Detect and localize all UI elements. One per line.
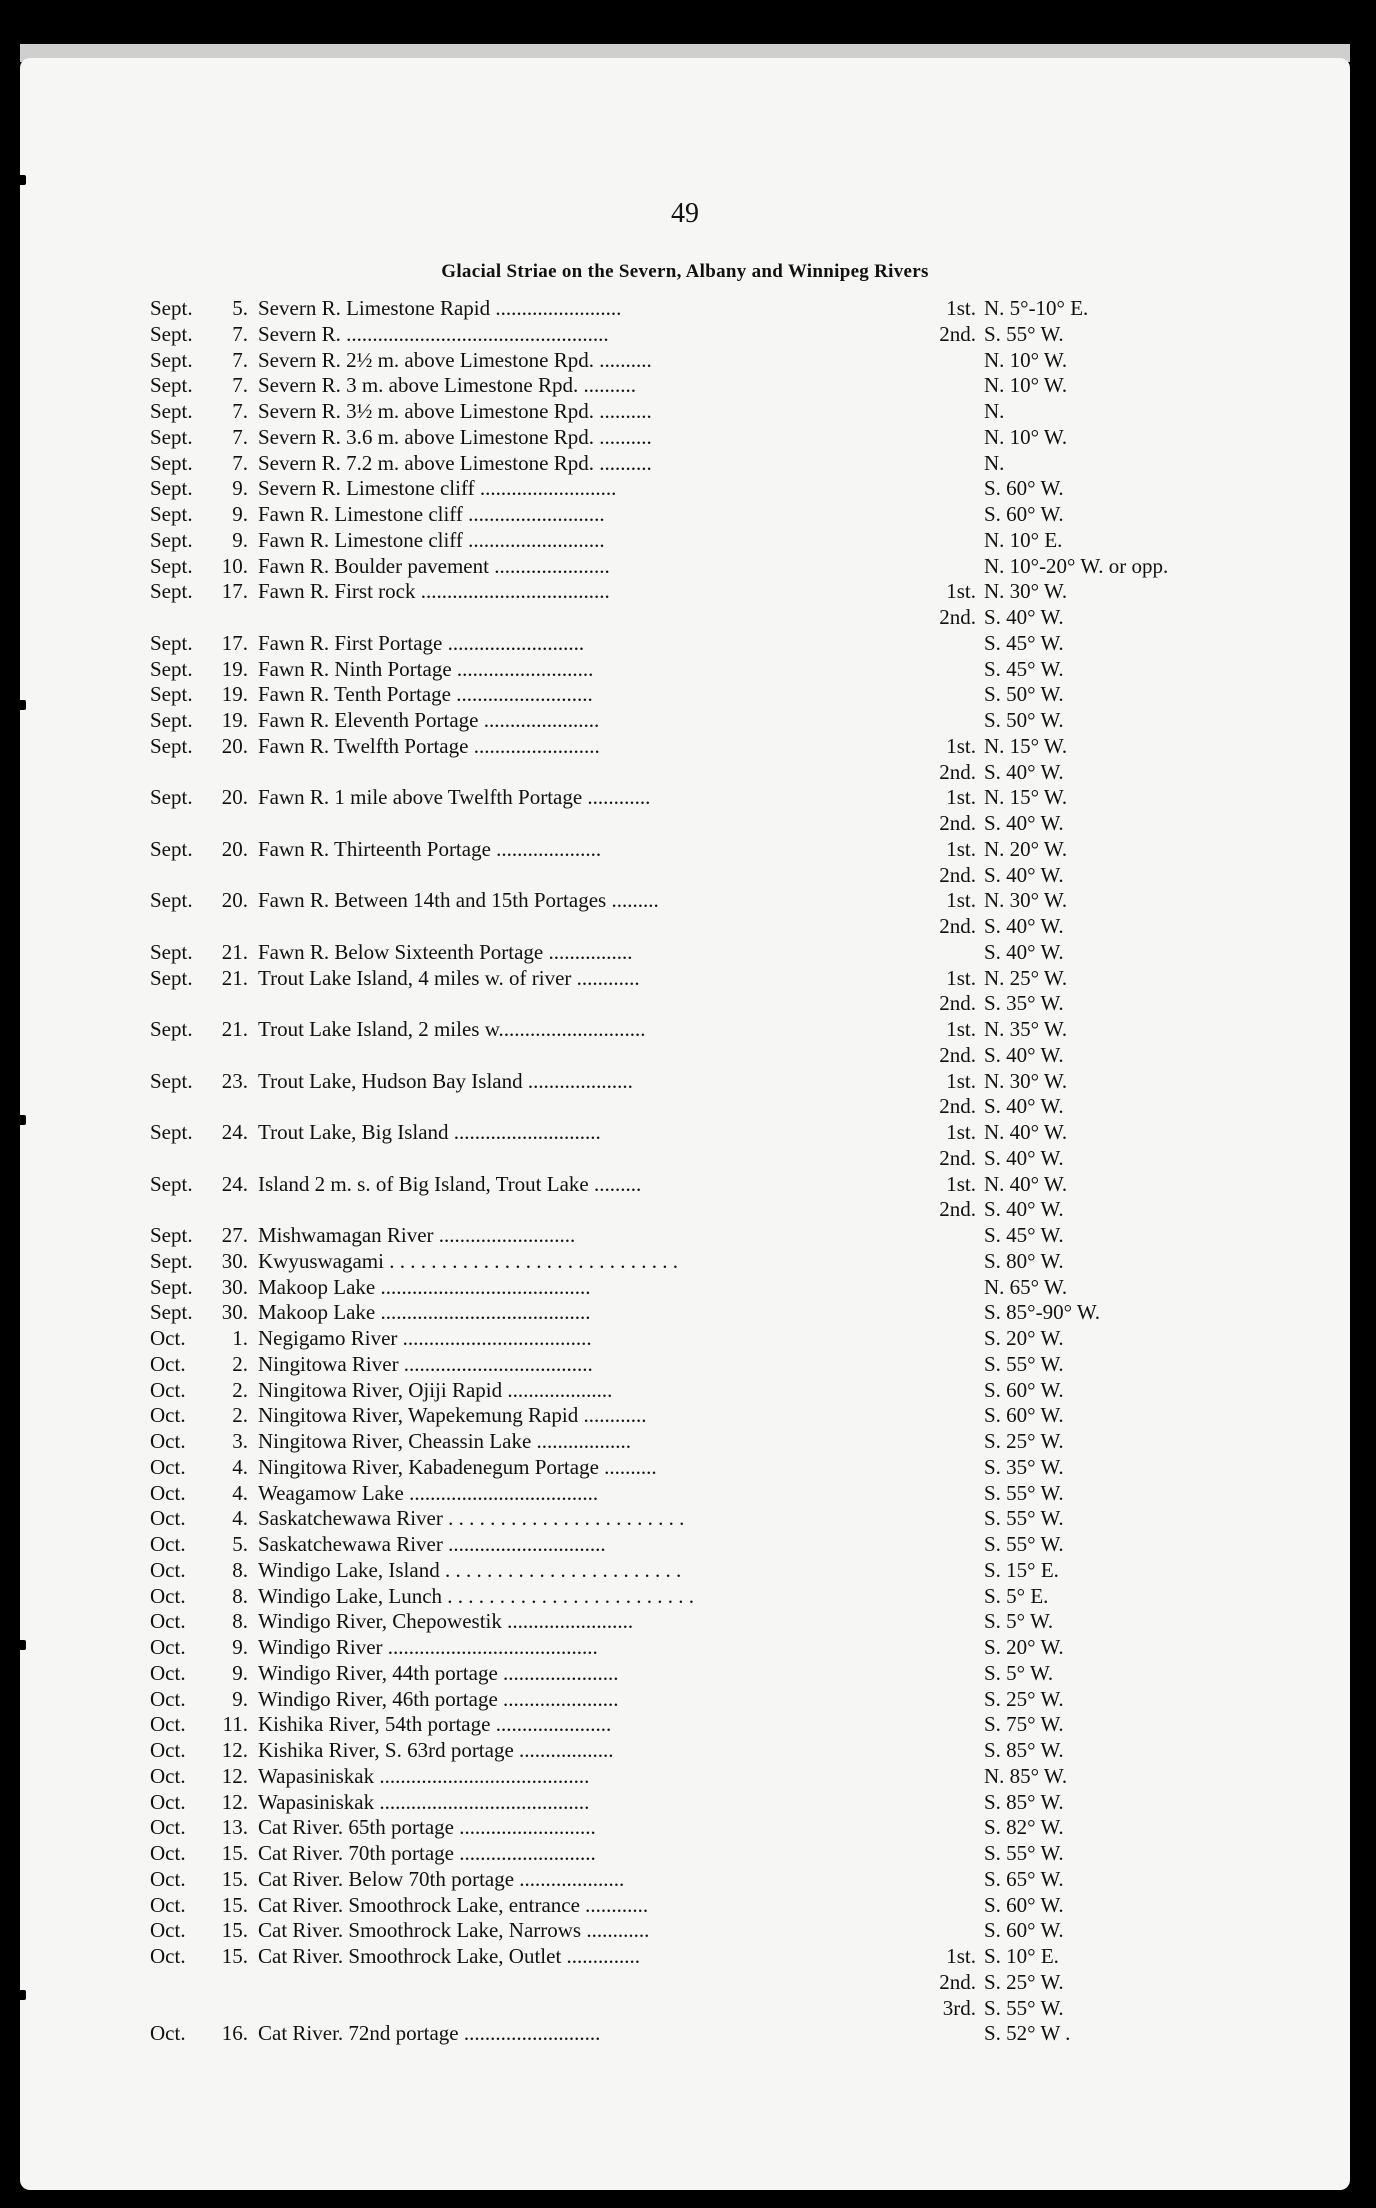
row-location: Severn R. Limestone Rapid ........................ — [258, 296, 622, 320]
row-order: 2nd. — [939, 1197, 976, 1222]
row-order: 2nd. — [939, 605, 976, 629]
row-location: Windigo River, 46th portage ...................... — [258, 1686, 619, 1711]
row-location: Fawn R. First rock .................................... — [258, 579, 610, 604]
row-location: Trout Lake Island, 2 miles w............................ — [258, 1017, 646, 1041]
row-direction: N. 10° W. — [984, 424, 1068, 449]
row-direction: N. 35° W. — [984, 1017, 1068, 1041]
row-direction: S. 45° W. — [984, 1223, 1064, 1247]
row-direction: S. 45° W. — [984, 656, 1064, 681]
row-month: Oct. — [150, 1789, 186, 1814]
row-direction: S. 52° W . — [984, 2021, 1071, 2046]
row-direction: S. 60° W. — [984, 1918, 1064, 1943]
row-location: Windigo Lake, Island . . . . . . . . . . . . . . . . . . . . . . . — [258, 1557, 682, 1582]
row-location: Cat River. Smoothrock Lake, Narrows ............ — [258, 1918, 650, 1943]
row-location: Fawn R. Twelfth Portage ........................ — [258, 733, 600, 758]
row-day: 9. — [232, 1660, 248, 1685]
row-order: 2nd. — [939, 1145, 976, 1170]
row-order: 3rd. — [942, 1995, 976, 2020]
row-month: Oct. — [150, 1532, 186, 1556]
row-month: Sept. — [150, 836, 193, 861]
row-location: Severn R. Limestone cliff .......................... — [258, 476, 617, 501]
row-location: Trout Lake, Big Island ............................ — [258, 1120, 601, 1144]
row-day: 20. — [221, 836, 248, 861]
row-day: 15. — [221, 1841, 248, 1865]
row-direction: N. 30° W. — [984, 888, 1068, 913]
row-month: Sept. — [150, 1300, 193, 1325]
row-day: 7. — [232, 424, 248, 449]
row-direction: N. 10° W. — [984, 373, 1068, 398]
row-day: 7. — [232, 399, 248, 423]
row-month: Sept. — [150, 399, 193, 423]
row-direction: S. 55° W. — [984, 1532, 1064, 1556]
row-day: 9. — [232, 1635, 248, 1659]
row-direction: S. 65° W. — [984, 1866, 1064, 1891]
row-day: 19. — [221, 682, 248, 707]
row-month: Oct. — [150, 1918, 186, 1943]
row-location: Mishwamagan River .......................... — [258, 1223, 576, 1247]
row-day: 8. — [232, 1583, 248, 1608]
row-direction: S. 85°-90° W. — [984, 1300, 1100, 1325]
row-location: Fawn R. First Portage .......................... — [258, 630, 585, 655]
table-title: Glacial Striae on the Severn, Albany and Winnipeg Rivers — [441, 261, 929, 282]
row-month: Sept. — [150, 1068, 193, 1093]
row-month: Oct. — [150, 1454, 186, 1479]
row-direction: N. 5°-10° E. — [984, 296, 1089, 320]
row-day: 23. — [221, 1068, 248, 1093]
row-direction: S. 25° W. — [984, 1969, 1064, 1994]
row-month: Oct. — [150, 1480, 186, 1505]
row-day: 9. — [232, 502, 248, 526]
row-month: Sept. — [150, 785, 193, 810]
row-location: Fawn R. Boulder pavement ...................... — [258, 553, 610, 578]
row-month: Sept. — [150, 476, 193, 501]
row-day: 7. — [232, 373, 248, 398]
row-location: Severn R. 7.2 m. above Limestone Rpd. .......... — [258, 450, 652, 475]
row-location: Wapasiniskak ........................................ — [258, 1789, 590, 1814]
row-day: 15. — [221, 1892, 248, 1917]
row-day: 7. — [232, 321, 248, 346]
row-location: Trout Lake, Hudson Bay Island .................... — [258, 1068, 633, 1093]
row-month: Sept. — [150, 888, 193, 913]
row-day: 4. — [232, 1506, 248, 1531]
row-day: 12. — [221, 1789, 248, 1814]
row-month: Oct. — [150, 1351, 186, 1376]
row-month: Oct. — [150, 1377, 186, 1402]
row-direction: S. 20° W. — [984, 1326, 1064, 1350]
row-location: Ningitowa River, Wapekemung Rapid ............ — [258, 1403, 647, 1428]
row-day: 16. — [221, 2021, 248, 2046]
row-day: 17. — [221, 630, 248, 655]
row-direction: S. 55° W. — [984, 1841, 1064, 1865]
row-location: Cat River. 65th portage .......................... — [258, 1815, 596, 1840]
row-direction: S. 85° W. — [984, 1738, 1064, 1762]
row-day: 8. — [232, 1557, 248, 1582]
row-month: Sept. — [150, 347, 193, 372]
row-direction: S. 85° W. — [984, 1789, 1064, 1814]
row-location: Fawn R. Between 14th and 15th Portages ......... — [258, 888, 659, 913]
row-direction: N. 40° W. — [984, 1120, 1068, 1144]
binding-mark — [12, 700, 26, 710]
row-location: Ningitowa River, Kabadenegum Portage .......... — [258, 1454, 657, 1479]
row-month: Oct. — [150, 1892, 186, 1917]
row-location: Ningitowa River, Ojiji Rapid .................... — [258, 1377, 613, 1402]
row-month: Sept. — [150, 733, 193, 758]
row-month: Sept. — [150, 1248, 193, 1273]
row-month: Oct. — [150, 1583, 186, 1608]
row-day: 19. — [221, 708, 248, 732]
row-order: 1st. — [946, 1120, 976, 1144]
row-direction: S. 60° W. — [984, 1403, 1064, 1428]
row-day: 5. — [232, 296, 248, 320]
row-day: 27. — [221, 1223, 248, 1247]
row-order: 1st. — [946, 1944, 976, 1968]
row-month: Oct. — [150, 1429, 186, 1453]
row-month: Oct. — [150, 1944, 186, 1968]
row-location: Fawn R. Below Sixteenth Portage ................ — [258, 939, 633, 964]
row-month: Oct. — [150, 1506, 186, 1531]
row-order: 2nd. — [939, 1042, 976, 1067]
row-location: Fawn R. Ninth Portage .......................... — [258, 656, 594, 681]
row-direction: S. 40° W. — [984, 1094, 1064, 1119]
row-month: Oct. — [150, 1635, 186, 1659]
row-day: 12. — [221, 1763, 248, 1788]
row-direction: S. 60° W. — [984, 1377, 1064, 1402]
row-direction: N. 85° W. — [984, 1763, 1068, 1788]
row-month: Sept. — [150, 1120, 193, 1144]
row-day: 4. — [232, 1480, 248, 1505]
row-location: Kwyuswagami . . . . . . . . . . . . . . . . . . . . . . . . . . . . — [258, 1248, 678, 1273]
row-direction: S. 5° E. — [984, 1583, 1049, 1608]
row-direction: S. 60° W. — [984, 502, 1064, 526]
row-direction: S. 40° W. — [984, 1042, 1064, 1067]
row-month: Oct. — [150, 1815, 186, 1840]
row-order: 2nd. — [939, 862, 976, 887]
row-location: Wapasiniskak ........................................ — [258, 1763, 590, 1788]
row-day: 30. — [221, 1248, 248, 1273]
row-location: Fawn R. 1 mile above Twelfth Portage ............ — [258, 785, 651, 810]
row-order: 1st. — [946, 1068, 976, 1093]
row-month: Oct. — [150, 1712, 186, 1737]
row-location: Trout Lake Island, 4 miles w. of river ............ — [258, 965, 640, 990]
row-location: Fawn R. Limestone cliff .......................... — [258, 502, 605, 526]
row-month: Oct. — [150, 1403, 186, 1428]
row-day: 8. — [232, 1609, 248, 1634]
row-location: Fawn R. Eleventh Portage ...................... — [258, 708, 600, 732]
row-month: Sept. — [150, 296, 193, 320]
row-direction: S. 55° W. — [984, 1480, 1064, 1505]
row-location: Saskatchewawa River . . . . . . . . . . . . . . . . . . . . . . . — [258, 1506, 685, 1531]
row-direction: S. 40° W. — [984, 914, 1064, 938]
row-order: 1st. — [946, 579, 976, 604]
row-direction: S. 5° W. — [984, 1660, 1054, 1685]
row-month: Oct. — [150, 1738, 186, 1762]
row-direction: S. 50° W. — [984, 708, 1064, 732]
row-location: Severn R. 3.6 m. above Limestone Rpd. .......... — [258, 424, 652, 449]
row-day: 15. — [221, 1918, 248, 1943]
row-order: 2nd. — [939, 1094, 976, 1119]
row-month: Oct. — [150, 1686, 186, 1711]
row-month: Sept. — [150, 1017, 193, 1041]
row-direction: N. 30° W. — [984, 579, 1068, 604]
row-order: 1st. — [946, 836, 976, 861]
row-order: 1st. — [946, 965, 976, 990]
row-month: Sept. — [150, 630, 193, 655]
row-month: Oct. — [150, 1866, 186, 1891]
row-direction: S. 40° W. — [984, 759, 1064, 784]
row-day: 12. — [221, 1738, 248, 1762]
row-month: Sept. — [150, 373, 193, 398]
row-day: 2. — [232, 1403, 248, 1428]
row-location: Weagamow Lake .................................... — [258, 1480, 599, 1505]
row-day: 20. — [221, 888, 248, 913]
row-day: 24. — [221, 1120, 248, 1144]
row-month: Sept. — [150, 321, 193, 346]
row-day: 30. — [221, 1300, 248, 1325]
row-location: Island 2 m. s. of Big Island, Trout Lake ......... — [258, 1171, 642, 1196]
row-direction: S. 40° W. — [984, 1197, 1064, 1222]
page-number: 49 — [671, 198, 699, 229]
row-direction: S. 40° W. — [984, 605, 1064, 629]
row-direction: S. 55° W. — [984, 321, 1064, 346]
row-direction: N. 15° W. — [984, 785, 1068, 810]
row-day: 7. — [232, 450, 248, 475]
row-location: Cat River. Below 70th portage .................... — [258, 1866, 625, 1891]
row-month: Sept. — [150, 965, 193, 990]
row-direction: N. 10° W. — [984, 347, 1068, 372]
row-order: 1st. — [946, 296, 976, 320]
row-location: Windigo River, Chepowestik ........................ — [258, 1609, 634, 1634]
row-day: 1. — [232, 1326, 248, 1350]
row-month: Oct. — [150, 1763, 186, 1788]
row-direction: S. 25° W. — [984, 1686, 1064, 1711]
row-location: Windigo River ........................................ — [258, 1635, 598, 1659]
row-direction: S. 82° W. — [984, 1815, 1064, 1840]
row-day: 30. — [221, 1274, 248, 1299]
row-direction: S. 40° W. — [984, 939, 1064, 964]
row-direction: S. 45° W. — [984, 630, 1064, 655]
row-day: 9. — [232, 476, 248, 501]
row-location: Severn R. 3 m. above Limestone Rpd. .......... — [258, 373, 636, 398]
row-location: Severn R. 3½ m. above Limestone Rpd. .......... — [258, 399, 652, 423]
row-month: Sept. — [150, 1223, 193, 1247]
row-direction: S. 60° W. — [984, 1892, 1064, 1917]
row-location: Makoop Lake ........................................ — [258, 1274, 591, 1299]
binding-mark — [12, 1990, 26, 2000]
row-day: 3. — [232, 1429, 248, 1453]
row-month: Oct. — [150, 1660, 186, 1685]
row-order: 1st. — [946, 888, 976, 913]
row-direction: S. 15° E. — [984, 1557, 1059, 1582]
row-location: Ningitowa River .................................... — [258, 1351, 593, 1376]
row-month: Sept. — [150, 424, 193, 449]
row-location: Cat River. Smoothrock Lake, Outlet .............. — [258, 1944, 641, 1968]
row-direction: S. 55° W. — [984, 1995, 1064, 2020]
row-order: 2nd. — [939, 914, 976, 938]
row-day: 4. — [232, 1454, 248, 1479]
row-direction: N. 25° W. — [984, 965, 1068, 990]
row-order: 2nd. — [939, 759, 976, 784]
row-day: 7. — [232, 347, 248, 372]
row-day: 2. — [232, 1377, 248, 1402]
row-order: 1st. — [946, 785, 976, 810]
binding-mark — [12, 1115, 26, 1125]
document-page — [20, 58, 1350, 2190]
row-day: 5. — [232, 1532, 248, 1556]
row-location: Fawn R. Limestone cliff .......................... — [258, 527, 605, 552]
row-month: Sept. — [150, 1274, 193, 1299]
row-day: 10. — [221, 553, 248, 578]
row-order: 2nd. — [939, 991, 976, 1016]
row-month: Oct. — [150, 1326, 186, 1350]
row-month: Sept. — [150, 708, 193, 732]
row-day: 9. — [232, 527, 248, 552]
row-order: 2nd. — [939, 321, 976, 346]
row-location: Kishika River, 54th portage ...................... — [258, 1712, 612, 1737]
row-month: Sept. — [150, 579, 193, 604]
row-day: 20. — [221, 785, 248, 810]
row-location: Windigo River, 44th portage ...................... — [258, 1660, 619, 1685]
row-day: 21. — [221, 939, 248, 964]
row-direction: N. 15° W. — [984, 733, 1068, 758]
row-month: Sept. — [150, 682, 193, 707]
row-order: 1st. — [946, 733, 976, 758]
row-direction: N. — [984, 399, 1005, 423]
binding-mark — [12, 175, 26, 185]
row-direction: N. 20° W. — [984, 836, 1068, 861]
row-location: Cat River. 70th portage .......................... — [258, 1841, 596, 1865]
row-location: Fawn R. Thirteenth Portage .................... — [258, 836, 602, 861]
row-direction: S. 55° W. — [984, 1506, 1064, 1531]
row-direction: N. 65° W. — [984, 1274, 1068, 1299]
row-day: 2. — [232, 1351, 248, 1376]
row-direction: N. 40° W. — [984, 1171, 1068, 1196]
row-direction: N. 10°-20° W. or opp. — [984, 553, 1169, 578]
row-month: Oct. — [150, 2021, 186, 2046]
row-location: Cat River. Smoothrock Lake, entrance ............ — [258, 1892, 649, 1917]
row-day: 21. — [221, 965, 248, 990]
row-direction: S. 10° E. — [984, 1944, 1059, 1968]
row-location: Kishika River, S. 63rd portage .................. — [258, 1738, 614, 1762]
row-location: Saskatchewawa River .............................. — [258, 1532, 606, 1556]
row-location: Severn R. .................................................. — [258, 321, 609, 346]
row-location: Ningitowa River, Cheassin Lake .................. — [258, 1429, 632, 1453]
row-direction: S. 20° W. — [984, 1635, 1064, 1659]
row-direction: S. 40° W. — [984, 1145, 1064, 1170]
row-day: 19. — [221, 656, 248, 681]
row-day: 24. — [221, 1171, 248, 1196]
row-direction: S. 75° W. — [984, 1712, 1064, 1737]
row-month: Sept. — [150, 1171, 193, 1196]
row-day: 13. — [221, 1815, 248, 1840]
row-month: Oct. — [150, 1841, 186, 1865]
row-month: Oct. — [150, 1557, 186, 1582]
row-month: Oct. — [150, 1609, 186, 1634]
row-month: Sept. — [150, 450, 193, 475]
row-day: 11. — [222, 1712, 248, 1737]
row-location: Severn R. 2½ m. above Limestone Rpd. .......... — [258, 347, 652, 372]
row-direction: S. 50° W. — [984, 682, 1064, 707]
row-day: 21. — [221, 1017, 248, 1041]
row-direction: S. 40° W. — [984, 862, 1064, 887]
row-order: 2nd. — [939, 811, 976, 835]
row-direction: N. — [984, 450, 1005, 475]
row-location: Fawn R. Tenth Portage .......................... — [258, 682, 593, 707]
row-day: 9. — [232, 1686, 248, 1711]
row-direction: S. 60° W. — [984, 476, 1064, 501]
row-direction: S. 40° W. — [984, 811, 1064, 835]
row-month: Sept. — [150, 527, 193, 552]
row-location: Makoop Lake ........................................ — [258, 1300, 591, 1325]
row-month: Sept. — [150, 553, 193, 578]
row-location: Windigo Lake, Lunch . . . . . . . . . . . . . . . . . . . . . . . . — [258, 1583, 695, 1608]
row-direction: S. 25° W. — [984, 1429, 1064, 1453]
row-order: 1st. — [946, 1017, 976, 1041]
row-direction: S. 35° W. — [984, 991, 1064, 1016]
row-direction: N. 10° E. — [984, 527, 1063, 552]
row-location: Negigamo River .................................... — [258, 1326, 592, 1350]
row-direction: S. 5° W. — [984, 1609, 1054, 1634]
row-direction: S. 35° W. — [984, 1454, 1064, 1479]
row-order: 1st. — [946, 1171, 976, 1196]
row-direction: N. 30° W. — [984, 1068, 1068, 1093]
row-month: Sept. — [150, 939, 193, 964]
row-month: Sept. — [150, 656, 193, 681]
row-day: 17. — [221, 579, 248, 604]
row-direction: S. 55° W. — [984, 1351, 1064, 1376]
row-month: Sept. — [150, 502, 193, 526]
binding-mark — [12, 1640, 26, 1650]
row-location: Cat River. 72nd portage .......................... — [258, 2021, 601, 2046]
row-direction: S. 80° W. — [984, 1248, 1064, 1273]
row-day: 15. — [221, 1944, 248, 1968]
row-day: 15. — [221, 1866, 248, 1891]
row-day: 20. — [221, 733, 248, 758]
row-order: 2nd. — [939, 1969, 976, 1994]
